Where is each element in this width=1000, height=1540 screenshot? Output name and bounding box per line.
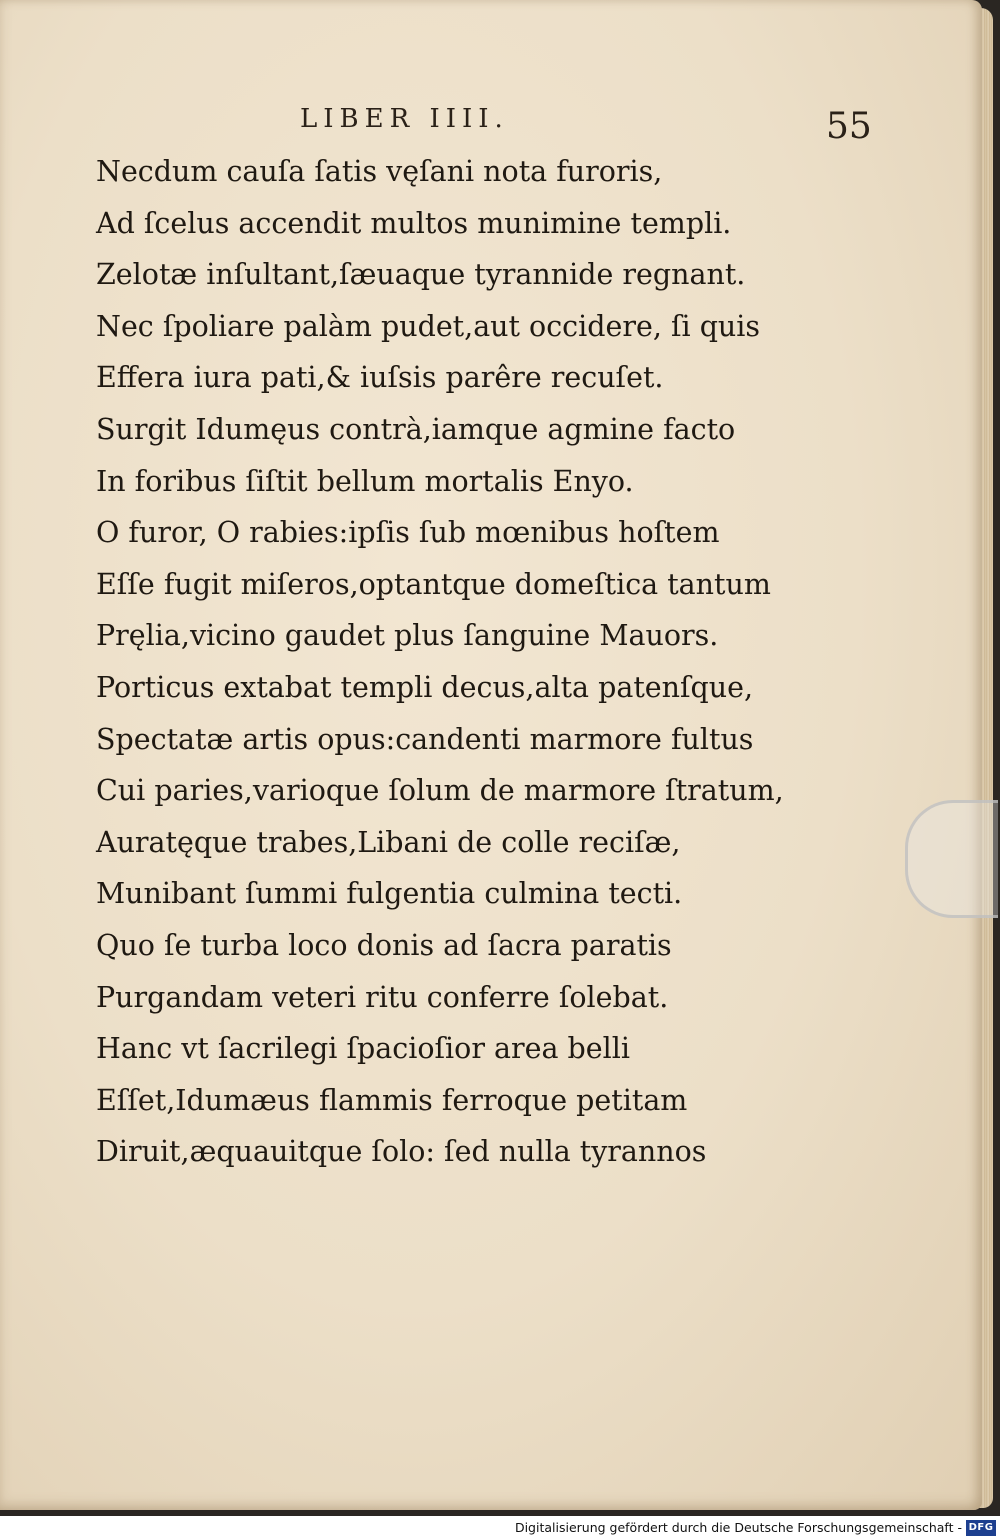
digitization-footer bbox=[0, 1516, 1000, 1540]
verse-line: Spectatæ artis opus:candenti marmore fultus bbox=[96, 722, 754, 756]
footer-credit-text: Digitalisierung gefördert durch die Deutsche Forschungsgemeinschaft - bbox=[514, 1520, 962, 1535]
verse-line: Quo ſe turba loco donis ad ſacra paratis bbox=[96, 928, 672, 962]
verse-line: Munibant ſummi fulgentia culmina tecti. bbox=[96, 877, 683, 911]
verse-line: O furor, O rabies:ipſis ſub mœnibus hoſtem bbox=[96, 516, 720, 550]
verse-line: Ad ſcelus accendit multos munimine templi. bbox=[96, 206, 732, 240]
page-clip bbox=[905, 800, 998, 918]
verse-line: In foribus ſiſtit bellum mortalis Enyo. bbox=[96, 464, 634, 498]
verse-line: Zelotæ inſultant,ſæuaque tyrannide regnant. bbox=[96, 258, 746, 292]
verse-line: Eſſet,Idumæus flammis ferroque petitam bbox=[96, 1083, 688, 1117]
verse-line: Auratęque trabes,Libani de colle reciſæ, bbox=[96, 825, 681, 859]
verse-line: Surgit Idumęus contrà,iamque agmine facto bbox=[96, 412, 736, 446]
verse-line: Purgandam veteri ritu conferre ſolebat. bbox=[96, 980, 669, 1014]
verse-line: Effera iura pati,& iuſsis parêre recuſet. bbox=[96, 361, 664, 395]
page-number: 55 bbox=[826, 106, 872, 147]
verse-line: Hanc vt ſacrilegi ſpacioſior area belli bbox=[96, 1032, 630, 1066]
verse-line: Cui paries,varioque ſolum de marmore ſtratum, bbox=[96, 774, 784, 808]
dfg-logo-icon: DFG bbox=[966, 1520, 996, 1536]
verse-list bbox=[96, 146, 816, 1178]
verse-line: Eſſe fugit miſeros,optantque domeſtica tantum bbox=[96, 567, 771, 601]
running-head: LIBER IIII. bbox=[300, 104, 509, 134]
verse-line: Necdum cauſa ſatis vęſani nota furoris, bbox=[96, 155, 663, 188]
verse-line: Pręlia,vicino gaudet plus ſanguine Mauors. bbox=[96, 619, 719, 653]
verse-line: Diruit,æquauitque ſolo: ſed nulla tyrannos bbox=[96, 1135, 707, 1169]
verse-line: Porticus extabat templi decus,alta patenſque, bbox=[96, 670, 754, 704]
verse-line: Nec ſpoliare palàm pudet,aut occidere, ſi quis bbox=[96, 309, 761, 343]
